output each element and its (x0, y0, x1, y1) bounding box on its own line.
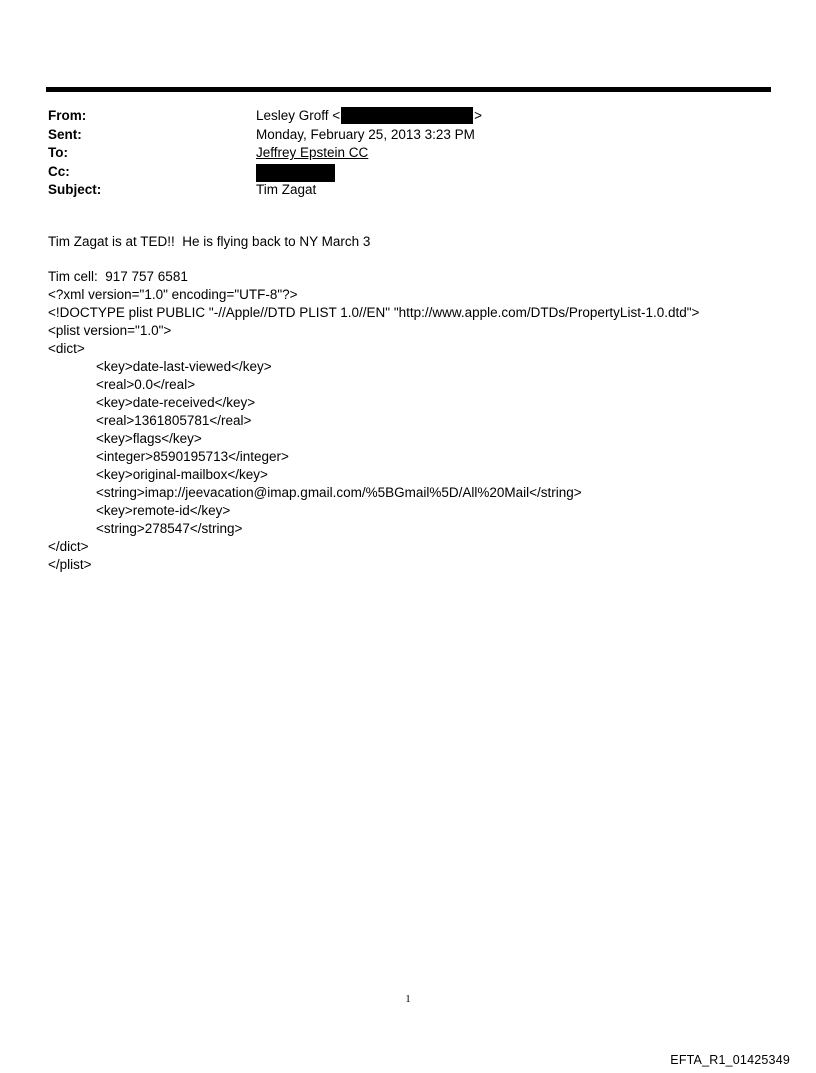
header-rule (46, 87, 771, 92)
dict-line: <key>original-mailbox</key> (96, 467, 268, 482)
body-cell: Tim cell: 917 757 6581 (48, 269, 188, 284)
dict-line: <string>278547</string> (96, 521, 243, 536)
dict-line: <real>0.0</real> (96, 377, 196, 392)
plist-close: </plist> (48, 557, 92, 572)
dict-line: <real>1361805781</real> (96, 413, 252, 428)
cc-label: Cc: (48, 163, 70, 179)
from-name: Lesley Groff < (256, 108, 341, 123)
dict-close: </dict> (48, 539, 89, 554)
xml-doctype: <!DOCTYPE plist PUBLIC "-//Apple//DTD PLIST 1.0//EN" "http://www.apple.com/DTDs/PropertyList-1.0.dtd"> (48, 305, 700, 320)
from-row (48, 107, 748, 126)
sent-value: Monday, February 25, 2013 3:23 PM (256, 126, 475, 142)
dict-open: <dict> (48, 341, 85, 356)
cc-value (256, 163, 335, 182)
dict-line: <integer>8590195713</integer> (96, 449, 289, 464)
dict-line: <key>date-last-viewed</key> (96, 359, 272, 374)
to-value: Jeffrey Epstein CC (256, 145, 369, 160)
email-body (48, 233, 778, 574)
dict-line: <string>imap://jeevacation@imap.gmail.com/%5BGmail%5D/All%20Mail</string> (96, 485, 582, 500)
from-label: From: (48, 108, 87, 123)
subject-row (48, 181, 748, 200)
sent-label: Sent: (48, 126, 82, 142)
cc-row (48, 163, 748, 182)
to-row (48, 144, 748, 163)
blank-line (48, 251, 778, 268)
email-header (48, 107, 748, 200)
plist-open: <plist version="1.0"> (48, 323, 172, 338)
dict-line: <key>date-received</key> (96, 395, 256, 410)
redacted-email-box (341, 107, 473, 124)
dict-line: <key>remote-id</key> (96, 503, 231, 518)
redacted-cc-box (256, 164, 335, 182)
from-value (256, 107, 482, 126)
xml-declaration: <?xml version="1.0" encoding="UTF-8"?> (48, 287, 298, 302)
subject-value: Tim Zagat (256, 182, 317, 197)
sent-row (48, 126, 748, 145)
from-close-bracket: > (474, 108, 483, 123)
page-number: 1 (405, 993, 411, 1005)
body-intro: Tim Zagat is at TED!! He is flying back to NY March 3 (48, 234, 371, 249)
subject-label: Subject: (48, 182, 102, 197)
dict-line: <key>flags</key> (96, 431, 202, 446)
to-label: To: (48, 145, 68, 160)
document-id: EFTA_R1_01425349 (670, 1053, 790, 1067)
